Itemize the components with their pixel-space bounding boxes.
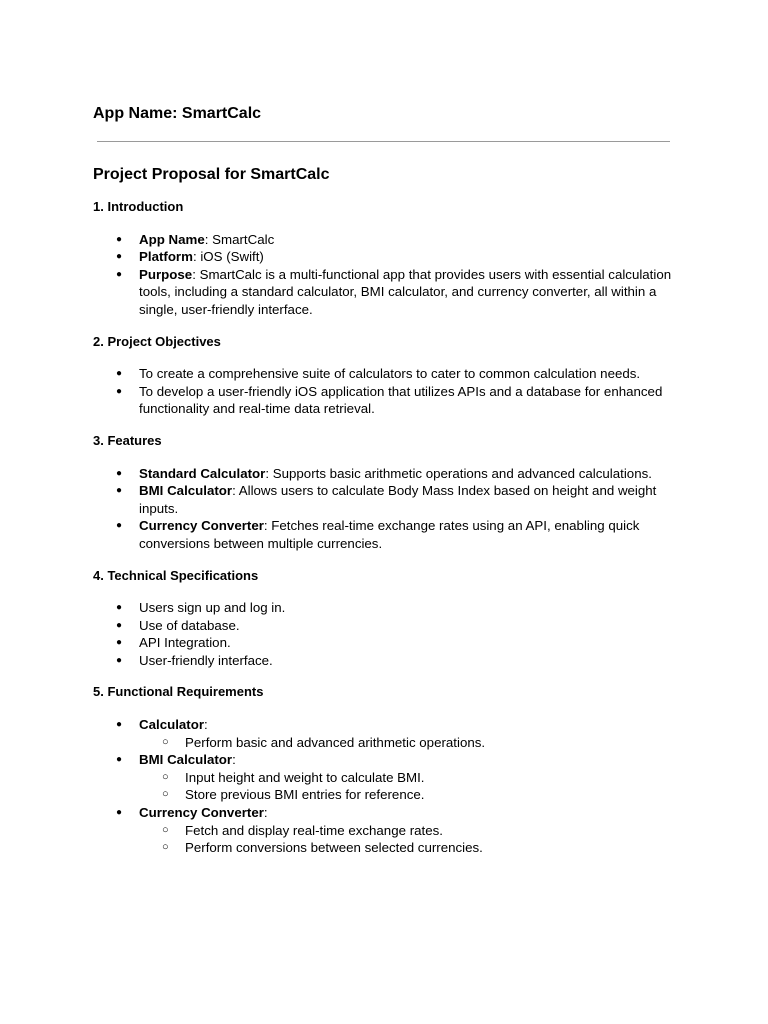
bullet-icon: ● xyxy=(116,754,123,766)
item-label: App Name xyxy=(139,231,205,247)
bullet-icon: ● xyxy=(116,807,123,819)
list-item xyxy=(116,652,683,670)
item-separator: : xyxy=(263,518,268,534)
sub-list-item xyxy=(162,734,683,752)
list-item xyxy=(116,517,683,552)
item-label: Currency Converter xyxy=(139,518,264,534)
list-item xyxy=(116,465,683,483)
sub-item-text: Perform basic and advanced arithmetic operations. xyxy=(185,734,486,750)
item-label: Currency Converter xyxy=(139,805,264,821)
app-title: App Name: SmartCalc xyxy=(93,105,262,122)
bullet-icon: ● xyxy=(116,637,123,649)
item-text: To develop a user-friendly iOS application that utilizes APIs and a database for enhanced functionality and real-time data retrieval. xyxy=(139,383,663,417)
sub-list-item xyxy=(162,786,683,804)
sub-item-text: Store previous BMI entries for reference. xyxy=(185,787,425,803)
item-label: Calculator xyxy=(139,717,205,733)
sub-item-text: Fetch and display real-time exchange rates. xyxy=(185,822,443,838)
list-item xyxy=(116,634,683,652)
introduction-list xyxy=(93,231,683,319)
item-text: API Integration. xyxy=(139,635,231,651)
item-label: Standard Calculator xyxy=(139,465,266,481)
bullet-icon: ● xyxy=(116,467,123,479)
item-separator: : xyxy=(192,249,197,265)
list-item xyxy=(116,231,683,249)
item-text: To create a comprehensive suite of calculators to cater to common calculation needs. xyxy=(139,366,641,382)
bullet-icon: ● xyxy=(116,719,123,731)
sub-item-text: Perform conversions between selected currencies. xyxy=(185,840,483,856)
section-heading-functional-requirements: 5. Functional Requirements xyxy=(93,684,264,700)
document-body xyxy=(93,165,683,857)
list-item xyxy=(116,383,683,418)
item-text: iOS (Swift) xyxy=(196,249,264,265)
sub-list xyxy=(139,769,683,804)
item-text: Allows users to calculate Body Mass Index based on height and weight inputs. xyxy=(139,483,657,516)
item-label: BMI Calculator xyxy=(139,483,233,499)
list-item xyxy=(116,482,683,517)
circle-bullet-icon: ○ xyxy=(162,770,169,783)
circle-bullet-icon: ○ xyxy=(162,788,169,801)
list-item xyxy=(116,248,683,266)
sub-list-item xyxy=(162,839,683,857)
sub-list-item xyxy=(162,769,683,787)
item-label: BMI Calculator xyxy=(139,752,233,768)
item-text: User-friendly interface. xyxy=(139,652,273,668)
document-heading: Project Proposal for SmartCalc xyxy=(93,166,330,183)
item-separator: : xyxy=(265,465,270,481)
sub-list-item xyxy=(162,822,683,840)
item-text: Use of database. xyxy=(139,617,240,633)
item-label: Purpose xyxy=(139,266,193,282)
bullet-icon: ● xyxy=(116,233,123,245)
bullet-icon: ● xyxy=(116,602,123,614)
bullet-icon: ● xyxy=(116,520,123,532)
item-separator: : xyxy=(204,717,208,733)
list-item xyxy=(116,617,683,635)
item-text: SmartCalc xyxy=(208,231,275,247)
bullet-icon: ● xyxy=(116,485,123,497)
item-text: Users sign up and log in. xyxy=(139,600,286,616)
circle-bullet-icon: ○ xyxy=(162,841,169,854)
list-item xyxy=(116,804,683,857)
functional-requirements-list xyxy=(93,716,683,857)
item-separator: : xyxy=(232,752,236,768)
horizontal-divider xyxy=(97,141,670,142)
section-heading-objectives: 2. Project Objectives xyxy=(93,333,221,349)
item-text: Fetches real-time exchange rates using an API, enabling quick conversions between multiple currencies. xyxy=(139,518,640,551)
sub-item-text: Input height and weight to calculate BMI. xyxy=(185,769,425,785)
item-separator: : xyxy=(204,231,209,247)
item-separator: : xyxy=(263,805,268,821)
technical-specifications-list xyxy=(93,599,683,669)
objectives-list xyxy=(93,365,683,418)
sub-list xyxy=(139,734,683,752)
bullet-icon: ● xyxy=(116,251,123,263)
list-item xyxy=(116,365,683,383)
bullet-icon: ● xyxy=(116,654,123,666)
bullet-icon: ● xyxy=(116,268,123,280)
item-separator: : xyxy=(232,483,236,499)
features-list xyxy=(93,465,683,553)
section-heading-introduction: 1. Introduction xyxy=(93,199,184,214)
list-item xyxy=(116,716,683,751)
section-heading-technical-specifications: 4. Technical Specifications xyxy=(93,567,259,583)
circle-bullet-icon: ○ xyxy=(162,823,169,836)
list-item xyxy=(116,266,683,319)
bullet-icon: ● xyxy=(116,368,123,380)
list-item xyxy=(116,599,683,617)
list-item xyxy=(116,751,683,804)
section-heading-features: 3. Features xyxy=(93,432,162,448)
sub-list xyxy=(139,822,683,857)
bullet-icon: ● xyxy=(116,619,123,631)
item-text: SmartCalc is a multi-functional app that provides users with essential calculation tools, including a standard calculator, BMI calculator, and currency converter, all within a single, user-friendly interface. xyxy=(139,266,672,317)
circle-bullet-icon: ○ xyxy=(162,735,169,748)
item-text: Supports basic arithmetic operations and advanced calculations. xyxy=(269,465,652,481)
item-label: Platform xyxy=(139,249,193,265)
bullet-icon: ● xyxy=(116,385,123,397)
item-separator: : xyxy=(192,266,196,282)
